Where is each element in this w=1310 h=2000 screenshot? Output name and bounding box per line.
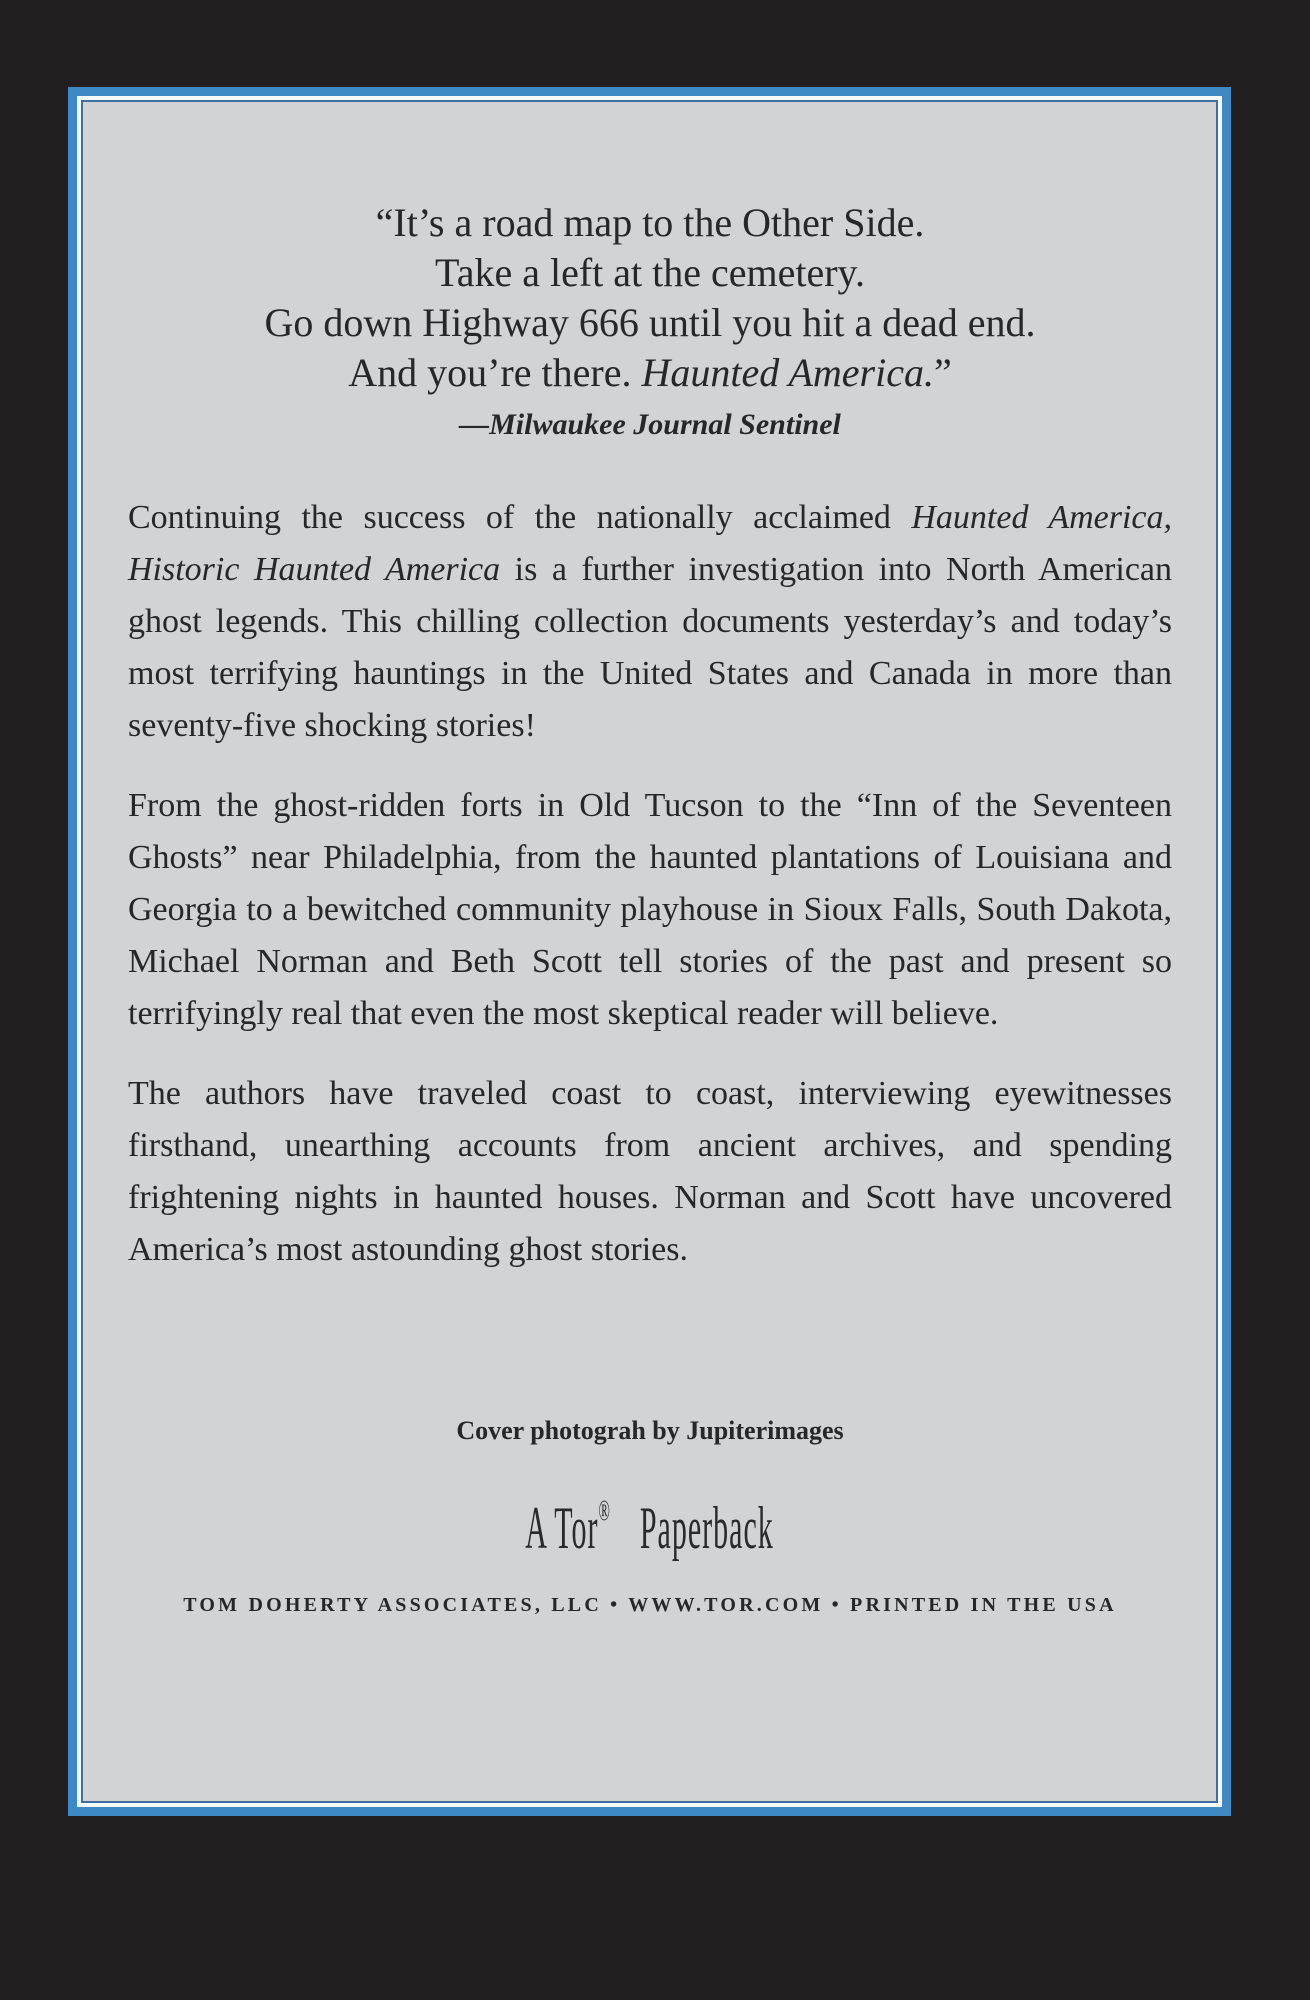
quote-attribution: —Milwaukee Journal Sentinel <box>459 408 841 441</box>
synopsis <box>128 492 1172 1304</box>
registered-trademark-icon: ® <box>598 1494 611 1527</box>
cover-border-inner-blue-line <box>81 100 1218 1803</box>
tor-logo-text <box>526 1488 775 1579</box>
cover-photo-credit: Cover photograh by Jupiterimages <box>456 1416 844 1445</box>
quote-line-3: Go down Highway 666 until you hit a dead end. <box>264 300 1036 345</box>
logo-text-paperback: Paperback <box>640 1495 775 1561</box>
quote-line-1: “It’s a road map to the Other Side. <box>375 200 925 245</box>
cover-panel <box>83 102 1216 1801</box>
quote-line-2: Take a left at the cemetery. <box>435 250 865 295</box>
logo-text-a-tor: A Tor <box>525 1495 599 1561</box>
publisher-imprint-line: TOM DOHERTY ASSOCIATES, LLC • WWW.TOR.COM • PRINTED IN THE USA <box>183 1594 1117 1616</box>
tor-paperback-logo <box>128 1488 1172 1568</box>
synopsis-paragraph-2: From the ghost-ridden forts in Old Tucson to the “Inn of the Seventeen Ghosts” near Philadelphia, from the haunted plantations of Louisiana and Georgia to a bewitched community playhouse in Sioux Falls, South Dakota, Michael Norman and Beth Scott tell stories of the past and present so terrifyingly real that even the most skeptical reader will believe. <box>128 787 1172 1032</box>
cover-border-white-line <box>77 96 1222 1807</box>
text-column <box>128 102 1172 1801</box>
synopsis-paragraph-1: Continuing the success of the nationally acclaimed Haunted America, Historic Haunted America is a further investigation into North American ghost legends. This chilling collection documents yesterday’s and today’s most terrifying hauntings in the United States and Canada in more than seventy-five shocking stories! <box>128 499 1173 744</box>
synopsis-paragraph-3: The authors have traveled coast to coast, interviewing eyewitnesses firsthand, unearthing accounts from ancient archives, and spending frightening nights in haunted houses. Norman and Scott have uncovered America’s most astounding ghost stories. <box>128 1075 1172 1268</box>
quote-line-4: And you’re there. Haunted America.” <box>348 350 952 395</box>
cover-border-outer-blue <box>68 87 1231 1816</box>
review-quote <box>128 198 1172 448</box>
